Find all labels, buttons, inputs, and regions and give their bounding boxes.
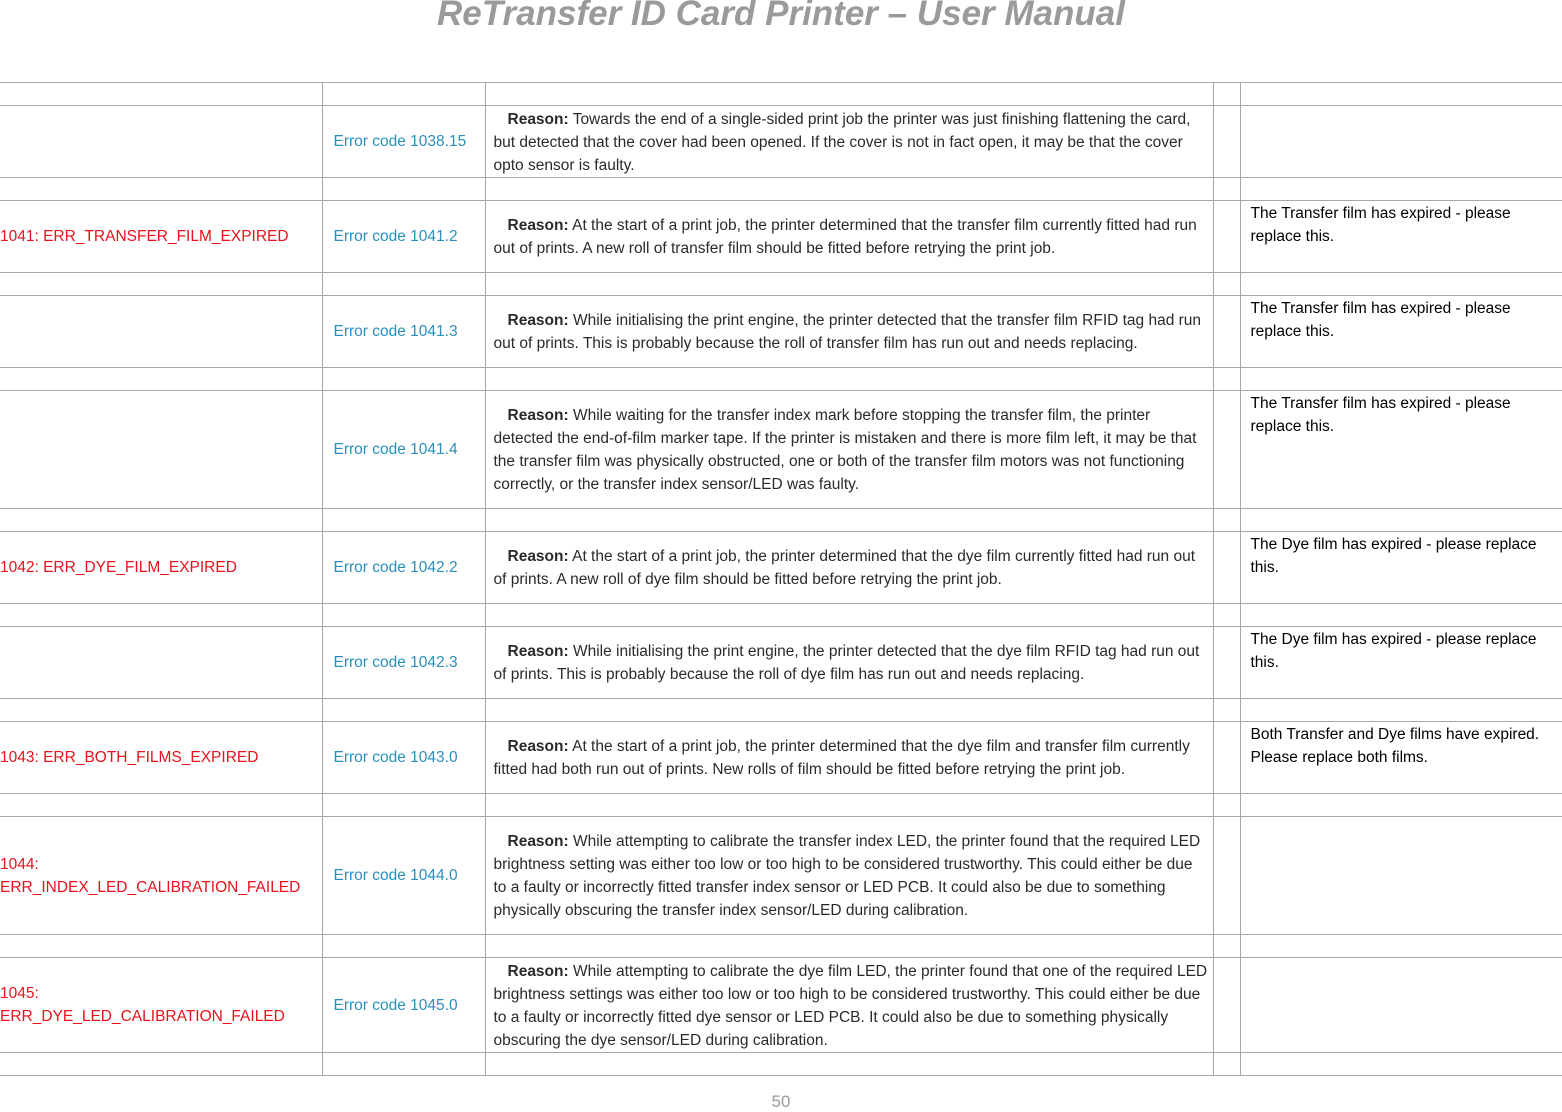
reason-cell — [485, 296, 1213, 368]
empty-cell — [485, 509, 1213, 532]
empty-cell — [1213, 509, 1240, 532]
empty-cell — [0, 509, 322, 532]
empty-cell — [1213, 201, 1240, 273]
empty-cell — [1213, 83, 1240, 106]
spacer-row — [0, 604, 1562, 627]
display-message — [1240, 958, 1562, 1053]
empty-cell — [1213, 958, 1240, 1053]
error-code: Error code 1045.0 — [322, 958, 485, 1053]
empty-cell — [1240, 509, 1562, 532]
error-name: 1042: ERR_DYE_FILM_EXPIRED — [0, 532, 322, 604]
empty-cell — [485, 699, 1213, 722]
empty-cell — [1240, 794, 1562, 817]
reason-text: At the start of a print job, the printer determined that the dye film and transfer film currently fitted had both run out of prints. New rolls of film should be fitted before retrying the print job. — [493, 738, 1190, 778]
empty-cell — [1213, 627, 1240, 699]
empty-cell — [322, 83, 485, 106]
empty-cell — [1213, 722, 1240, 794]
empty-cell — [1213, 296, 1240, 368]
page-number: 50 — [771, 1092, 791, 1111]
empty-cell — [1240, 83, 1562, 106]
empty-cell — [0, 794, 322, 817]
empty-cell — [485, 83, 1213, 106]
empty-cell — [322, 509, 485, 532]
error-row — [0, 106, 1562, 178]
empty-cell — [1240, 604, 1562, 627]
error-code: Error code 1041.3 — [322, 296, 485, 368]
reason-cell — [485, 106, 1213, 178]
empty-cell — [1240, 368, 1562, 391]
empty-cell — [1213, 532, 1240, 604]
error-code: Error code 1042.3 — [322, 627, 485, 699]
empty-cell — [485, 935, 1213, 958]
spacer-row — [0, 368, 1562, 391]
empty-cell — [1240, 273, 1562, 296]
reason-label: Reason: — [507, 217, 569, 234]
reason-label: Reason: — [507, 110, 569, 128]
reason-label: Reason: — [507, 738, 569, 755]
empty-cell — [322, 178, 485, 201]
spacer-row — [0, 1053, 1562, 1076]
empty-cell — [1213, 699, 1240, 722]
empty-cell — [1240, 699, 1562, 722]
error-code: Error code 1043.0 — [322, 722, 485, 794]
empty-cell — [0, 1053, 322, 1076]
empty-cell — [0, 604, 322, 627]
error-code: Error code 1038.15 — [322, 106, 485, 178]
empty-cell — [1240, 935, 1562, 958]
reason-text: At the start of a print job, the printer determined that the transfer film currently fitted had run out of prints. A new roll of transfer film should be fitted before retrying the print job. — [493, 217, 1197, 257]
error-row — [0, 532, 1562, 604]
error-code-table — [0, 82, 1562, 1076]
spacer-row — [0, 509, 1562, 532]
error-code: Error code 1044.0 — [322, 817, 485, 935]
empty-cell — [322, 604, 485, 627]
reason-label: Reason: — [507, 833, 569, 850]
empty-cell — [0, 273, 322, 296]
reason-cell — [485, 817, 1213, 935]
error-name — [0, 106, 322, 178]
empty-cell — [1213, 794, 1240, 817]
empty-cell — [0, 699, 322, 722]
empty-cell — [485, 273, 1213, 296]
spacer-row — [0, 178, 1562, 201]
empty-cell — [1213, 273, 1240, 296]
empty-cell — [1213, 391, 1240, 509]
empty-cell — [1213, 368, 1240, 391]
display-message: The Transfer film has expired - please replace this. — [1240, 296, 1562, 368]
display-message: The Transfer film has expired - please replace this. — [1240, 391, 1562, 509]
empty-cell — [485, 368, 1213, 391]
reason-cell — [485, 627, 1213, 699]
empty-cell — [1213, 106, 1240, 178]
empty-cell — [0, 83, 322, 106]
error-name — [0, 296, 322, 368]
error-name: 1045: ERR_DYE_LED_CALIBRATION_FAILED — [0, 958, 322, 1053]
reason-label: Reason: — [507, 548, 569, 565]
error-code: Error code 1042.2 — [322, 532, 485, 604]
error-row — [0, 391, 1562, 509]
empty-cell — [0, 178, 322, 201]
error-row — [0, 817, 1562, 935]
empty-cell — [322, 273, 485, 296]
empty-cell — [322, 1053, 485, 1076]
spacer-row — [0, 699, 1562, 722]
reason-cell — [485, 391, 1213, 509]
reason-text: While initialising the print engine, the printer detected that the dye film RFID tag had run out of prints. This is probably because the roll of dye film has run out and needs replacing. — [493, 643, 1200, 683]
error-row — [0, 627, 1562, 699]
spacer-row — [0, 273, 1562, 296]
reason-text: While attempting to calibrate the transfer index LED, the printer found that the required LED brightness setting was either too low or too high to be considered trustworthy. This could either be due to a faulty or incorrectly fitted transfer index sensor or LED PCB. It could also be due to something physically obscuring the transfer index sensor/LED during calibration. — [493, 833, 1201, 919]
reason-cell — [485, 532, 1213, 604]
empty-cell — [1213, 178, 1240, 201]
error-name: 1041: ERR_TRANSFER_FILM_EXPIRED — [0, 201, 322, 273]
empty-cell — [322, 699, 485, 722]
spacer-row — [0, 83, 1562, 106]
empty-cell — [1240, 1053, 1562, 1076]
page-title: ReTransfer ID Card Printer – User Manual — [437, 0, 1125, 33]
empty-cell — [1213, 604, 1240, 627]
empty-cell — [0, 368, 322, 391]
error-name: 1043: ERR_BOTH_FILMS_EXPIRED — [0, 722, 322, 794]
error-row — [0, 722, 1562, 794]
display-message — [1240, 817, 1562, 935]
reason-cell — [485, 722, 1213, 794]
empty-cell — [485, 178, 1213, 201]
empty-cell — [1213, 935, 1240, 958]
reason-cell — [485, 958, 1213, 1053]
display-message: The Transfer film has expired - please replace this. — [1240, 201, 1562, 273]
spacer-row — [0, 935, 1562, 958]
empty-cell — [1213, 1053, 1240, 1076]
error-row — [0, 296, 1562, 368]
error-name — [0, 391, 322, 509]
error-code: Error code 1041.4 — [322, 391, 485, 509]
reason-cell — [485, 201, 1213, 273]
error-name: 1044: ERR_INDEX_LED_CALIBRATION_FAILED — [0, 817, 322, 935]
error-row — [0, 958, 1562, 1053]
empty-cell — [322, 935, 485, 958]
reason-text: Towards the end of a single-sided print job the printer was just finishing flattening the card, but detected that the cover had been opened. If the cover is not in fact open, it may be that the cover opto sensor is faulty. — [493, 110, 1191, 174]
error-row — [0, 201, 1562, 273]
display-message — [1240, 106, 1562, 178]
reason-text: While attempting to calibrate the dye film LED, the printer found that one of the required LED brightness settings was either too low or too high to be considered trustworthy. This could either be due to a faulty or incorrectly fitted dye sensor or LED PCB. It could also be due to something physically obscuring the dye sensor/LED during calibration. — [493, 962, 1208, 1049]
empty-cell — [485, 1053, 1213, 1076]
empty-cell — [1213, 817, 1240, 935]
reason-label: Reason: — [507, 312, 569, 329]
empty-cell — [322, 794, 485, 817]
reason-text: While waiting for the transfer index mark before stopping the transfer film, the printer detected the end-of-film marker tape. If the printer is mistaken and there is more film left, it may be that the transfer film was physically obstructed, one or both of the transfer film motors was not functioning correctly, or the transfer index sensor/LED was faulty. — [493, 407, 1197, 493]
empty-cell — [485, 794, 1213, 817]
empty-cell — [0, 935, 322, 958]
empty-cell — [485, 604, 1213, 627]
display-message: Both Transfer and Dye films have expired. Please replace both films. — [1240, 722, 1562, 794]
reason-text: While initialising the print engine, the printer detected that the transfer film RFID tag had run out of prints. This is probably because the roll of transfer film has run out and needs replacing. — [493, 312, 1202, 352]
reason-label: Reason: — [507, 643, 569, 660]
error-code: Error code 1041.2 — [322, 201, 485, 273]
reason-label: Reason: — [507, 407, 569, 424]
empty-cell — [1240, 178, 1562, 201]
reason-text: At the start of a print job, the printer determined that the dye film currently fitted had run out of prints. A new roll of dye film should be fitted before retrying the print job. — [493, 548, 1196, 588]
spacer-row — [0, 794, 1562, 817]
display-message: The Dye film has expired - please replace this. — [1240, 627, 1562, 699]
reason-label: Reason: — [507, 962, 569, 980]
display-message: The Dye film has expired - please replace this. — [1240, 532, 1562, 604]
error-name — [0, 627, 322, 699]
empty-cell — [322, 368, 485, 391]
